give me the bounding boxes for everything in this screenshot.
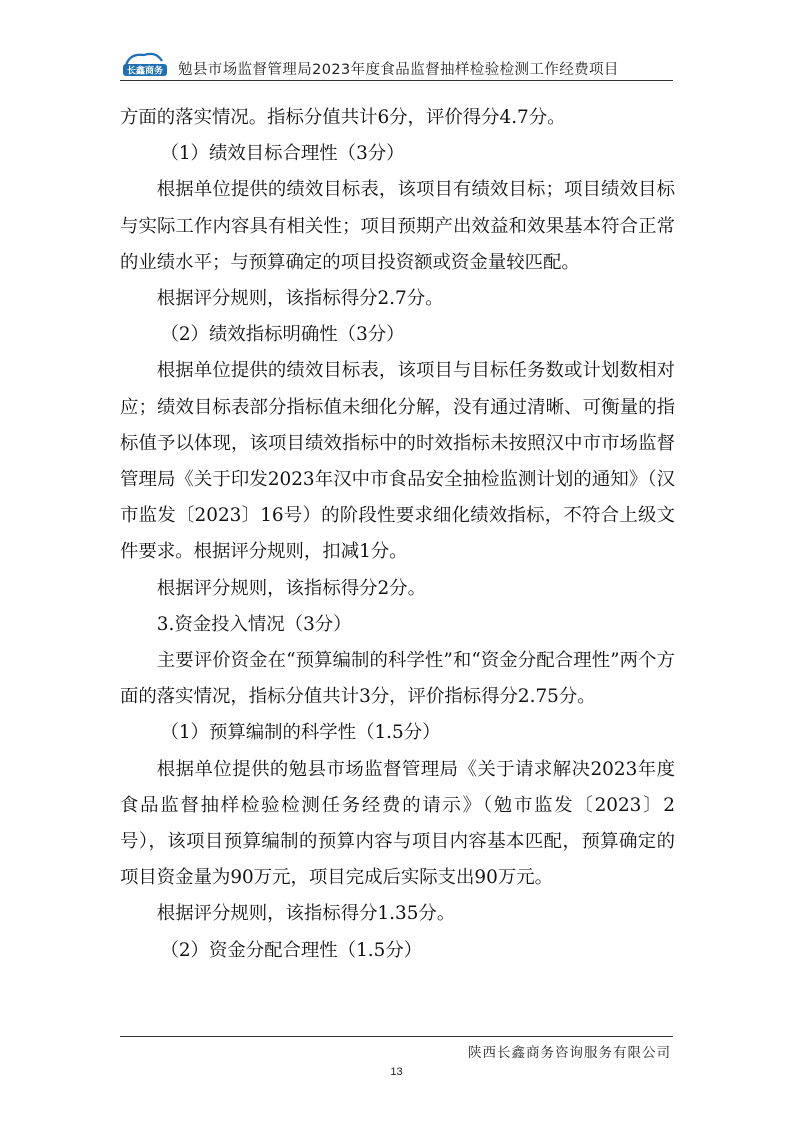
svg-text:长鑫商务: 长鑫商务 (126, 66, 164, 77)
header-divider (120, 80, 673, 81)
paragraph: 方面的落实情况。指标分值共计6分，评价得分4.7分。 (120, 107, 566, 128)
paragraph: 根据评分规则，该指标得分1.35分。 (156, 903, 456, 925)
paragraph: 根据单位提供的绩效目标表，该项目有绩效目标；项目绩效目标与实际工作内容具有相关性；项目预期产出效益和效果基本符合正常的业绩水平；与预算确定的项目投资额或资金量较匹配。 (120, 179, 675, 273)
paragraph: 根据评分规则，该指标得分2分。 (156, 577, 426, 599)
document-body (120, 100, 675, 969)
header-title: 勉县市场监督管理局2023年度食品监督抽样检验检测工作经费项目 (178, 62, 619, 78)
subheading: （1）预算编制的科学性（1.5分） (160, 722, 441, 744)
section-heading: 3.资金投入情况（3分） (156, 613, 352, 635)
footer-company: 陕西长鑫商务咨询服务有限公司 (468, 1045, 671, 1061)
paragraph: 根据评分规则，该指标得分2.7分。 (156, 288, 444, 310)
page-number: 13 (390, 1066, 403, 1078)
paragraph: 根据单位提供的绩效目标表，该项目与目标任务数或计划数相对应；绩效目标表部分指标值未细化分解，没有通过清晰、可衡量的指标值予以体现，该项目绩效指标中的时效指标未按照汉中市市场监督管理局《关于印发2023年汉中市食品安全抽检监测计划的通知》（汉市监发〔2023〕16号）的阶段性要求细化绩效指标，不符合上级文件要求。根据评分规则，扣减1分。 (120, 360, 675, 563)
page-header (120, 46, 673, 82)
subheading: （2）资金分配合理性（1.5分） (160, 939, 423, 961)
subheading: （2）绩效指标明确性（3分） (160, 324, 405, 346)
company-logo-icon (120, 50, 170, 78)
paragraph: 根据单位提供的勉县市场监督管理局《关于请求解决2023年度食品监督抽样检验检测任务经费的请示》（勉市监发〔2023〕2号），该项目预算编制的预算内容与项目内容基本匹配，预算确定的项目资金量为90万元，项目完成后实际支出90万元。 (120, 758, 675, 889)
footer-divider (120, 1036, 673, 1037)
paragraph: 主要评价资金在“预算编制的科学性”和“资金分配合理性”两个方面的落实情况，指标分值共计3分，评价指标得分2.75分。 (120, 650, 675, 708)
subheading: （1）绩效目标合理性（3分） (160, 143, 405, 165)
